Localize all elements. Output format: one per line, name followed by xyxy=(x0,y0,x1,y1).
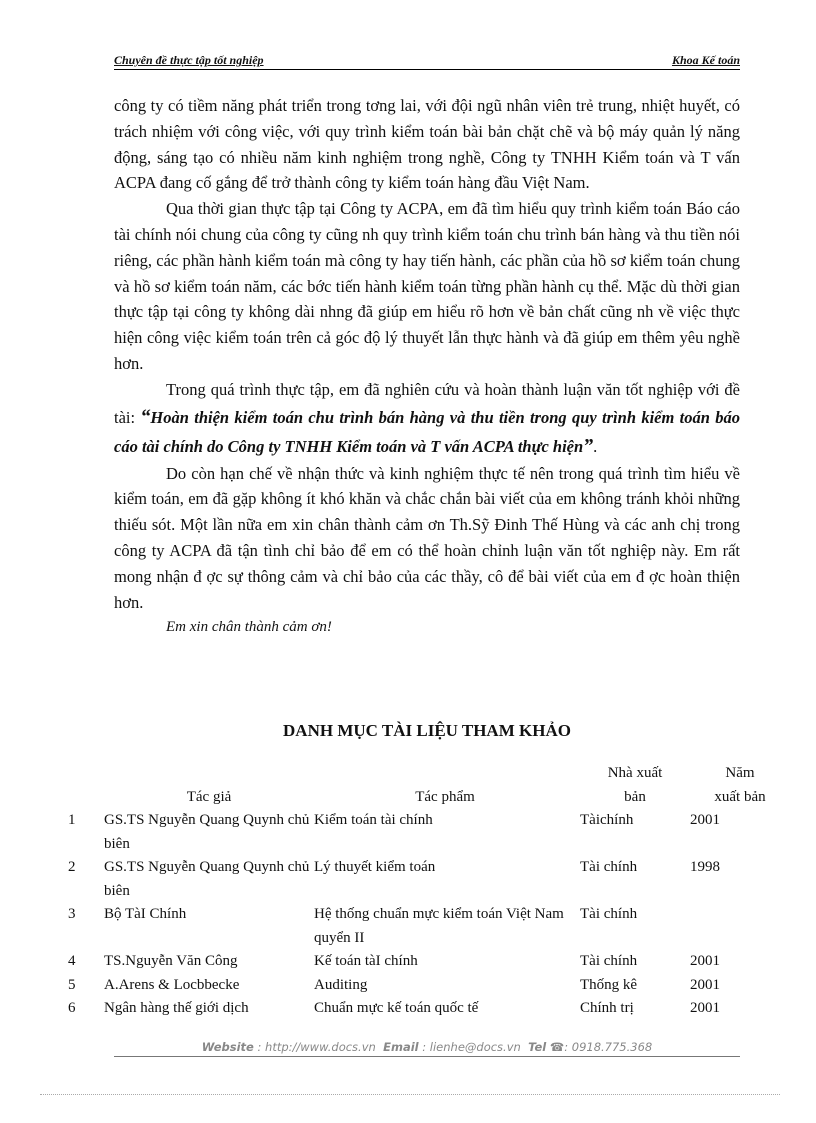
footer-email: : lienhe@docs.vn xyxy=(422,1040,521,1054)
thanks-line: Em xin chân thành cảm ơn! xyxy=(166,619,332,636)
ref-author: GS.TS Nguyễn Quang Quynh chủ biên xyxy=(104,859,310,899)
header-right-title: Khoa Kế toán xyxy=(671,53,740,67)
ref-publisher: Tài chính xyxy=(580,906,638,922)
ref-author: Ngân hàng thế giới dịch xyxy=(104,1000,249,1016)
header-work: Tác phẩm xyxy=(415,788,475,805)
table-row xyxy=(68,856,790,903)
header-year-line-2: xuất bản xyxy=(714,788,766,805)
ref-author: TS.Nguyễn Văn Công xyxy=(104,953,238,969)
footer-website-label: Website xyxy=(201,1040,254,1054)
paragraph-3-prefix: Trong quá trình thực tập, em đã nghiên cứu và hoàn thành luận văn tốt nghiệp với đề tài: xyxy=(114,379,740,427)
paragraph-2: Qua thời gian thực tập tại Công ty ACPA, em đã tìm hiểu quy trình kiểm toán Báo cáo tài chính nói chung của công ty cũng nh quy trình kiểm toán chu trình bán hàng và thu tiền nói riêng, các phần hành kiểm toán mà công ty hay tiến hành, các phần của hồ sơ kiểm toán chung và hồ sơ kiểm toán năm, các bớc tiến hành kiểm toán từng phần hành cụ thể. Mặc dù thời gian thực tập tại công ty không dài nhng đã giúp em hiểu rõ hơn về bản chất cũng nh về việc thực hiện công việc kiểm toán trên cả góc độ lý thuyết lẫn thực hành và đã giúp em thêm yêu nghề hơn. xyxy=(114,199,740,373)
ref-work: Hệ thống chuẩn mực kiểm toán Việt Nam quyển II xyxy=(314,906,564,946)
references-header-row xyxy=(68,762,790,809)
footer-email-label: Email xyxy=(383,1040,419,1054)
ref-year: 2001 xyxy=(690,976,720,993)
page-header xyxy=(114,53,740,70)
thesis-topic-text: Hoàn thiện kiểm toán chu trình bán hàng và thu tiền trong quy trình kiểm toán báo cáo tài chính do Công ty TNHH Kiểm toán và T vấn ACPA thực hiện xyxy=(114,407,740,456)
ref-work: Auditing xyxy=(314,976,368,993)
header-year xyxy=(690,762,790,809)
table-row xyxy=(68,997,790,1021)
header-year-line-1: Năm xyxy=(725,765,755,781)
table-row xyxy=(68,809,790,856)
ref-work: Chuẩn mực kế toán quốc tế xyxy=(314,1000,479,1016)
ref-work: Kiểm toán tài chính xyxy=(314,812,433,828)
ref-year xyxy=(690,903,790,950)
ref-author: GS.TS Nguyễn Quang Quynh chủ biên xyxy=(104,812,310,852)
ref-year: 2001 xyxy=(690,812,720,828)
open-quote: “ xyxy=(140,405,151,428)
header-publisher-line-1: Nhà xuất xyxy=(607,765,663,781)
ref-work: Lý thuyết kiểm toán xyxy=(314,859,436,875)
header-publisher xyxy=(580,762,690,809)
ref-publisher: Tài chính xyxy=(580,859,638,875)
paragraph-3 xyxy=(114,377,740,461)
table-row xyxy=(68,903,790,950)
ref-author: A.Arens & Locbbecke xyxy=(104,976,240,993)
ref-year: 2001 xyxy=(690,1000,720,1016)
paragraph-1: công ty có tiềm năng phát triển trong tơng lai, với đội ngũ nhân viên trẻ trung, nhiệt huyết, có trách nhiệm với công việc, với quy trình kiểm toán bài bản chặt chẽ và bộ máy quản lý năng động, sáng tạo có nhiều năm kinh nghiệm trong nghề, Công ty TNHH Kiểm toán và T vấn ACPA đang cố gắng để trở thành công ty kiểm toán hàng đầu Việt Nam. xyxy=(114,96,740,193)
ref-no: 3 xyxy=(68,906,76,922)
ref-publisher: Chính trị xyxy=(580,1000,634,1016)
ref-work: Kế toán tàI chính xyxy=(314,953,418,969)
page-bottom-divider xyxy=(40,1094,780,1095)
ref-no: 5 xyxy=(68,976,76,993)
ref-no: 6 xyxy=(68,1000,76,1016)
header-author: Tác giả xyxy=(186,788,232,805)
header-left-title: Chuyên đề thực tập tốt nghiệp xyxy=(114,53,264,67)
ref-no: 4 xyxy=(68,953,76,969)
footer-tel-label: Tel xyxy=(528,1040,547,1054)
thesis-topic xyxy=(114,405,740,457)
table-row xyxy=(68,974,790,998)
close-quote: ” xyxy=(583,434,594,457)
references-title: DANH MỤC TÀI LIỆU THAM KHẢO xyxy=(283,721,571,740)
ref-author: Bộ TàI Chính xyxy=(104,906,187,922)
header-no xyxy=(68,762,104,809)
paragraph-4: Do còn hạn chế về nhận thức và kinh nghiệm thực tế nên trong quá trình tìm hiểu về kiểm toán, em đã gặp không ít khó khăn và chắc chắn bài viết của em không tránh khỏi những thiếu sót. Một lần nữa em xin chân thành cảm ơn Th.Sỹ Đinh Thế Hùng và các anh chị trong công ty ACPA đã tận tình chỉ bảo để em có thể hoàn chỉnh luận văn tốt nghiệp này. Em rất mong nhận đ ợc sự thông cảm và chỉ bảo của các thầy, cô để bài viết của em đ ợc hoàn thiện hơn. xyxy=(114,463,740,612)
ref-year: 1998 xyxy=(690,859,720,875)
ref-no: 1 xyxy=(68,812,76,828)
header-publisher-line-2: bản xyxy=(624,788,646,805)
ref-year: 2001 xyxy=(690,953,720,969)
paragraph-3-suffix: . xyxy=(593,436,598,456)
phone-icon: ☎ xyxy=(549,1040,565,1054)
footer-tel: : 0918.775.368 xyxy=(564,1040,653,1054)
footer-website: : http://www.docs.vn xyxy=(257,1040,376,1054)
references-table xyxy=(68,762,790,1021)
page-footer xyxy=(114,1040,740,1057)
ref-publisher: Tàichính xyxy=(580,812,634,828)
ref-publisher: Tài chính xyxy=(580,953,638,969)
ref-no: 2 xyxy=(68,859,76,875)
document-body xyxy=(114,93,740,641)
ref-publisher: Thống kê xyxy=(580,976,638,993)
table-row xyxy=(68,950,790,974)
